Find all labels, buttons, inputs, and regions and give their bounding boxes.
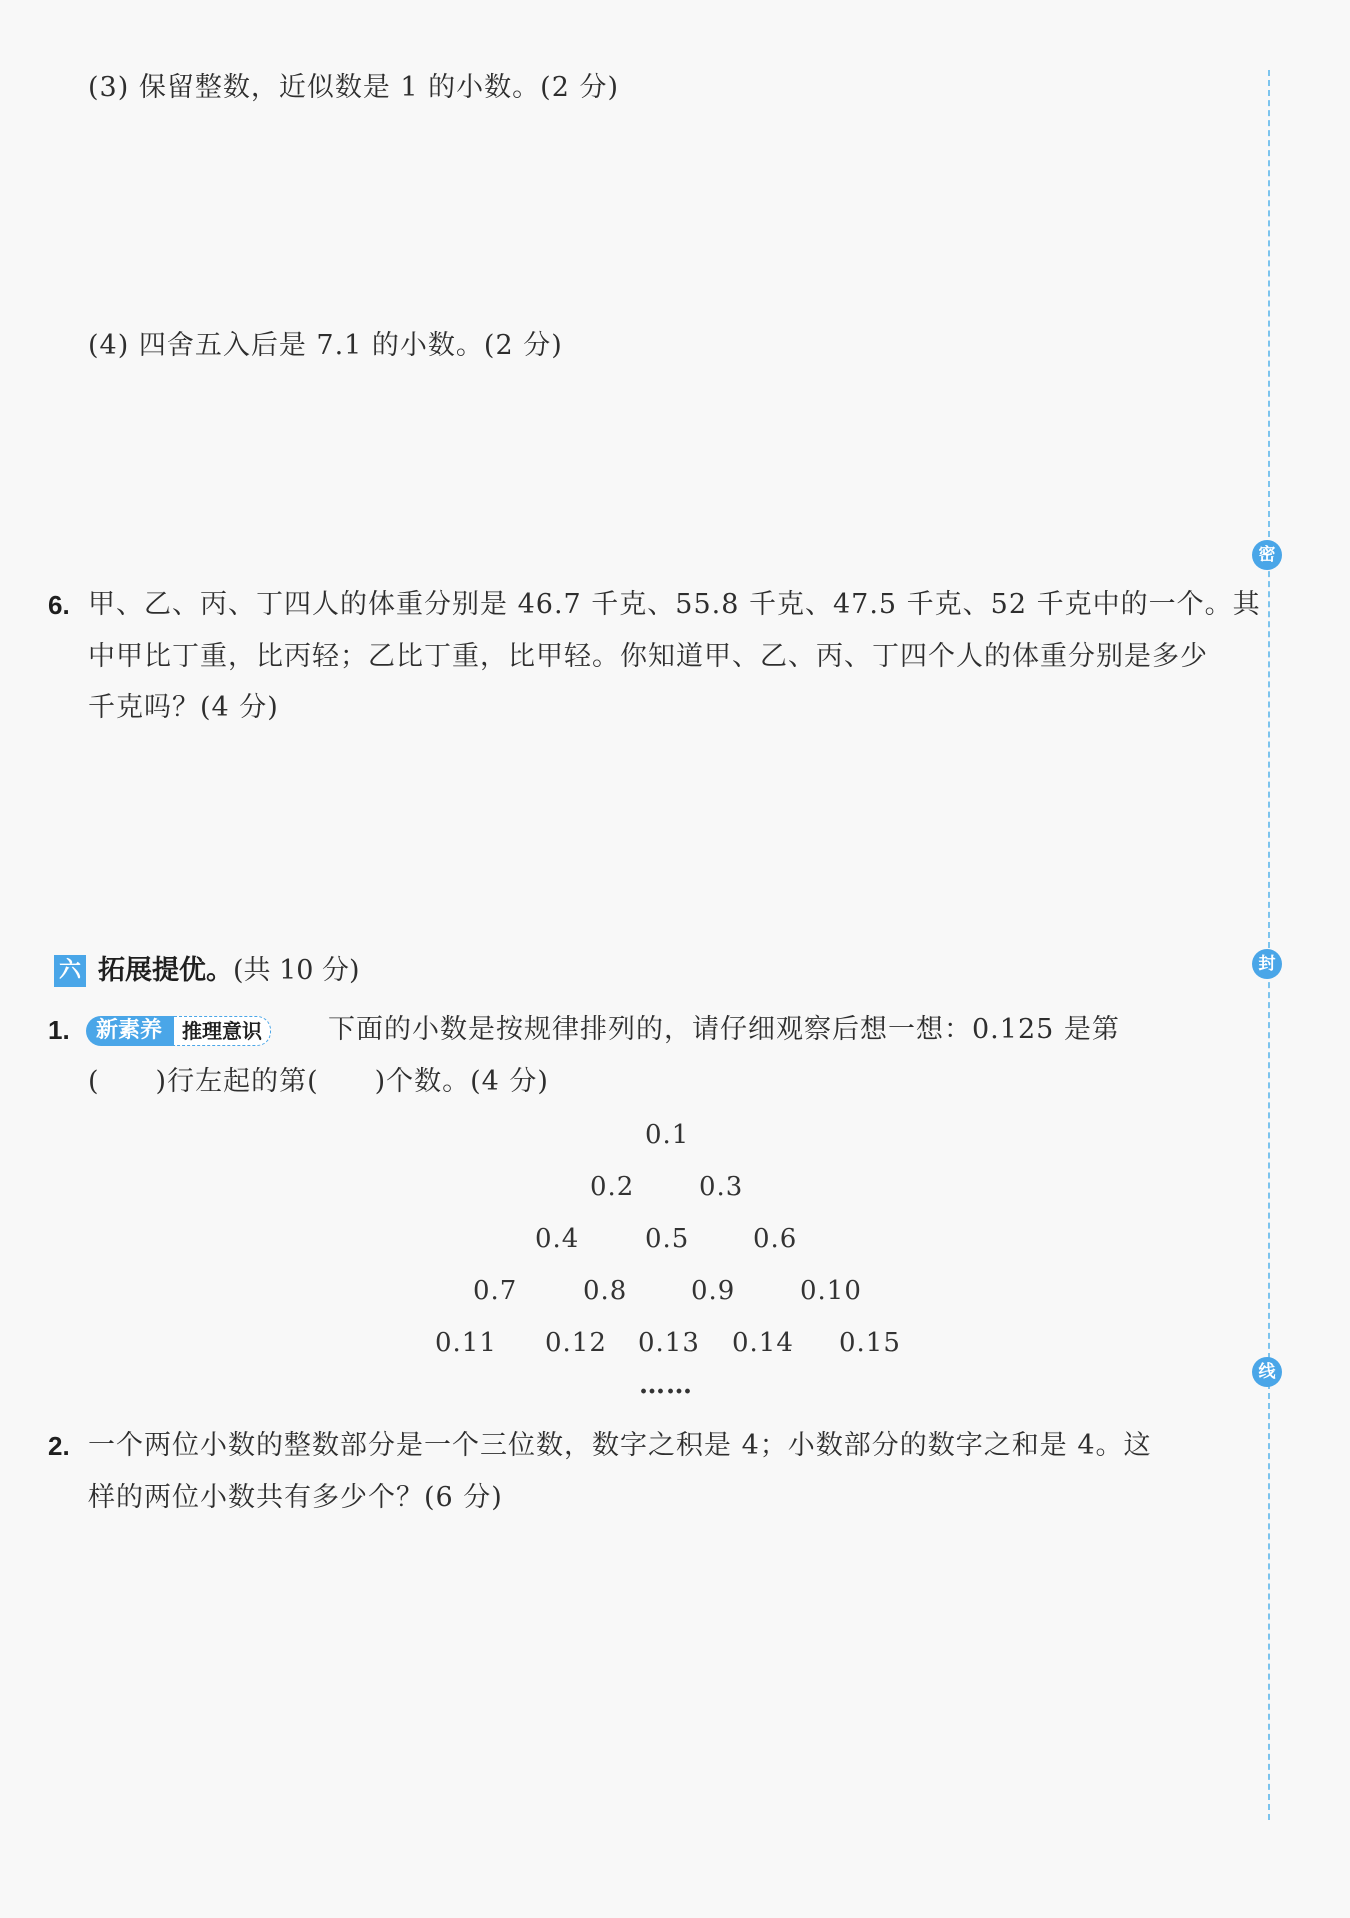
q5-part3-text: (3) 保留整数，近似数是 1 的小数。(2 分): [88, 72, 619, 103]
triangle-ellipsis: ……: [639, 1370, 693, 1400]
p2-number: 2.: [48, 1431, 70, 1461]
q6-line2: 中甲比丁重，比丙轻；乙比丁重，比甲轻。你知道甲、乙、丙、丁四个人的体重分别是多少: [88, 641, 1208, 672]
binding-mark-xian: 线: [1252, 1357, 1282, 1387]
section-six-title-text: 拓展提优。: [98, 955, 233, 986]
q6-number: 6.: [48, 590, 70, 620]
section-six-score: (共 10 分): [233, 955, 360, 986]
binding-mark-feng: 封: [1252, 949, 1282, 979]
triangle-item: 0.3: [699, 1172, 744, 1202]
triangle-item: 0.1: [645, 1120, 690, 1150]
triangle-item: 0.7: [473, 1276, 518, 1306]
binding-mark-mi: 密: [1252, 540, 1282, 570]
p1-line1: 下面的小数是按规律排列的，请仔细观察后想一想：0.125 是第: [328, 1014, 1120, 1045]
triangle-item: 0.2: [590, 1172, 635, 1202]
triangle-item: 0.11: [435, 1328, 497, 1358]
triangle-item: 0.8: [583, 1276, 628, 1306]
triangle-item: 0.9: [691, 1276, 736, 1306]
triangle-item: 0.6: [753, 1224, 798, 1254]
section-six-badge: 六: [54, 955, 86, 987]
triangle-item: 0.14: [732, 1328, 794, 1358]
q6-line1: 甲、乙、丙、丁四人的体重分别是 46.7 千克、55.8 千克、47.5 千克、52 千克中的一个。其: [88, 589, 1261, 620]
binding-dashed-line: [1268, 70, 1270, 1820]
tag-new-literacy: 新素养: [86, 1016, 174, 1046]
triangle-item: 0.10: [800, 1276, 862, 1306]
triangle-item: 0.13: [638, 1328, 700, 1358]
p2-line1: 一个两位小数的整数部分是一个三位数，数字之积是 4；小数部分的数字之和是 4。这: [88, 1430, 1152, 1461]
p1-line2: ( )行左起的第( )个数。(4 分): [88, 1066, 549, 1097]
triangle-item: 0.15: [839, 1328, 901, 1358]
q6-line3: 千克吗？(4 分): [88, 692, 279, 723]
section-six-title: [98, 953, 360, 989]
p1-number: 1.: [48, 1015, 70, 1045]
p2-line2: 样的两位小数共有多少个？(6 分): [88, 1482, 503, 1513]
triangle-item: 0.4: [535, 1224, 580, 1254]
tag-reasoning: 推理意识: [174, 1016, 271, 1046]
triangle-item: 0.5: [645, 1224, 690, 1254]
triangle-item: 0.12: [545, 1328, 607, 1358]
new-literacy-tag: [86, 1014, 271, 1048]
q5-part4-text: (4) 四舍五入后是 7.1 的小数。(2 分): [88, 330, 563, 361]
